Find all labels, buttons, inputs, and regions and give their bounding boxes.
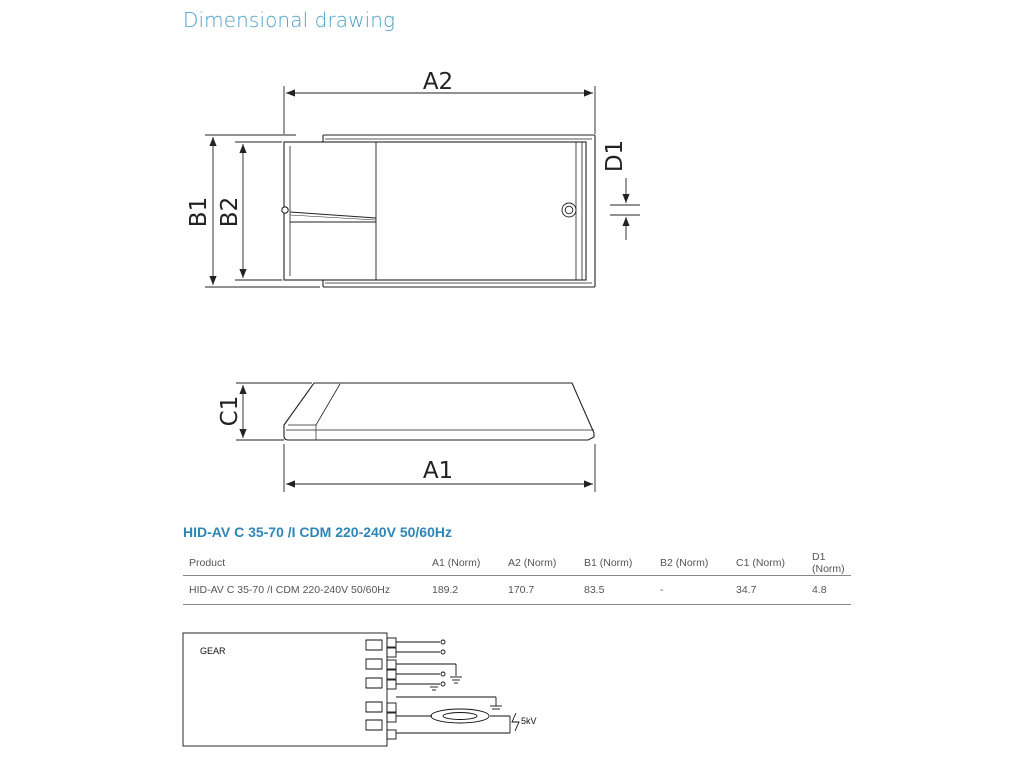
header-product: Product	[183, 550, 426, 576]
table-row	[183, 576, 851, 605]
cell-a2: 170.7	[502, 576, 578, 605]
label-a1: A1	[422, 458, 454, 484]
cell-d1: 4.8	[806, 576, 851, 605]
product-heading: HID-AV C 35-70 /I CDM 220-240V 50/60Hz	[183, 524, 452, 540]
label-c1: C1	[217, 395, 243, 427]
header-d1: D1 (Norm)	[806, 550, 851, 576]
dimensions-table	[183, 550, 851, 605]
side-view	[284, 383, 594, 440]
voltage-label: 5kV	[521, 716, 537, 726]
page-title: Dimensional drawing	[183, 8, 396, 32]
header-a2: A2 (Norm)	[502, 550, 578, 576]
header-b1: B1 (Norm)	[578, 550, 654, 576]
cell-b1: 83.5	[578, 576, 654, 605]
label-d1: D1	[602, 139, 628, 173]
header-a1: A1 (Norm)	[426, 550, 502, 576]
gear-label: GEAR	[200, 646, 226, 656]
cell-a1: 189.2	[426, 576, 502, 605]
table-header-row	[183, 550, 851, 576]
cell-b2: -	[654, 576, 730, 605]
label-b2: B2	[217, 196, 243, 228]
header-c1: C1 (Norm)	[730, 550, 806, 576]
top-view	[282, 135, 595, 287]
dimension-d1	[610, 178, 640, 240]
label-a2: A2	[422, 69, 454, 95]
wiring-diagram	[183, 633, 519, 746]
label-b1: B1	[186, 196, 212, 228]
cell-product: HID-AV C 35-70 /I CDM 220-240V 50/60Hz	[183, 576, 426, 605]
dimension-c1	[236, 383, 312, 440]
cell-c1: 34.7	[730, 576, 806, 605]
header-b2: B2 (Norm)	[654, 550, 730, 576]
